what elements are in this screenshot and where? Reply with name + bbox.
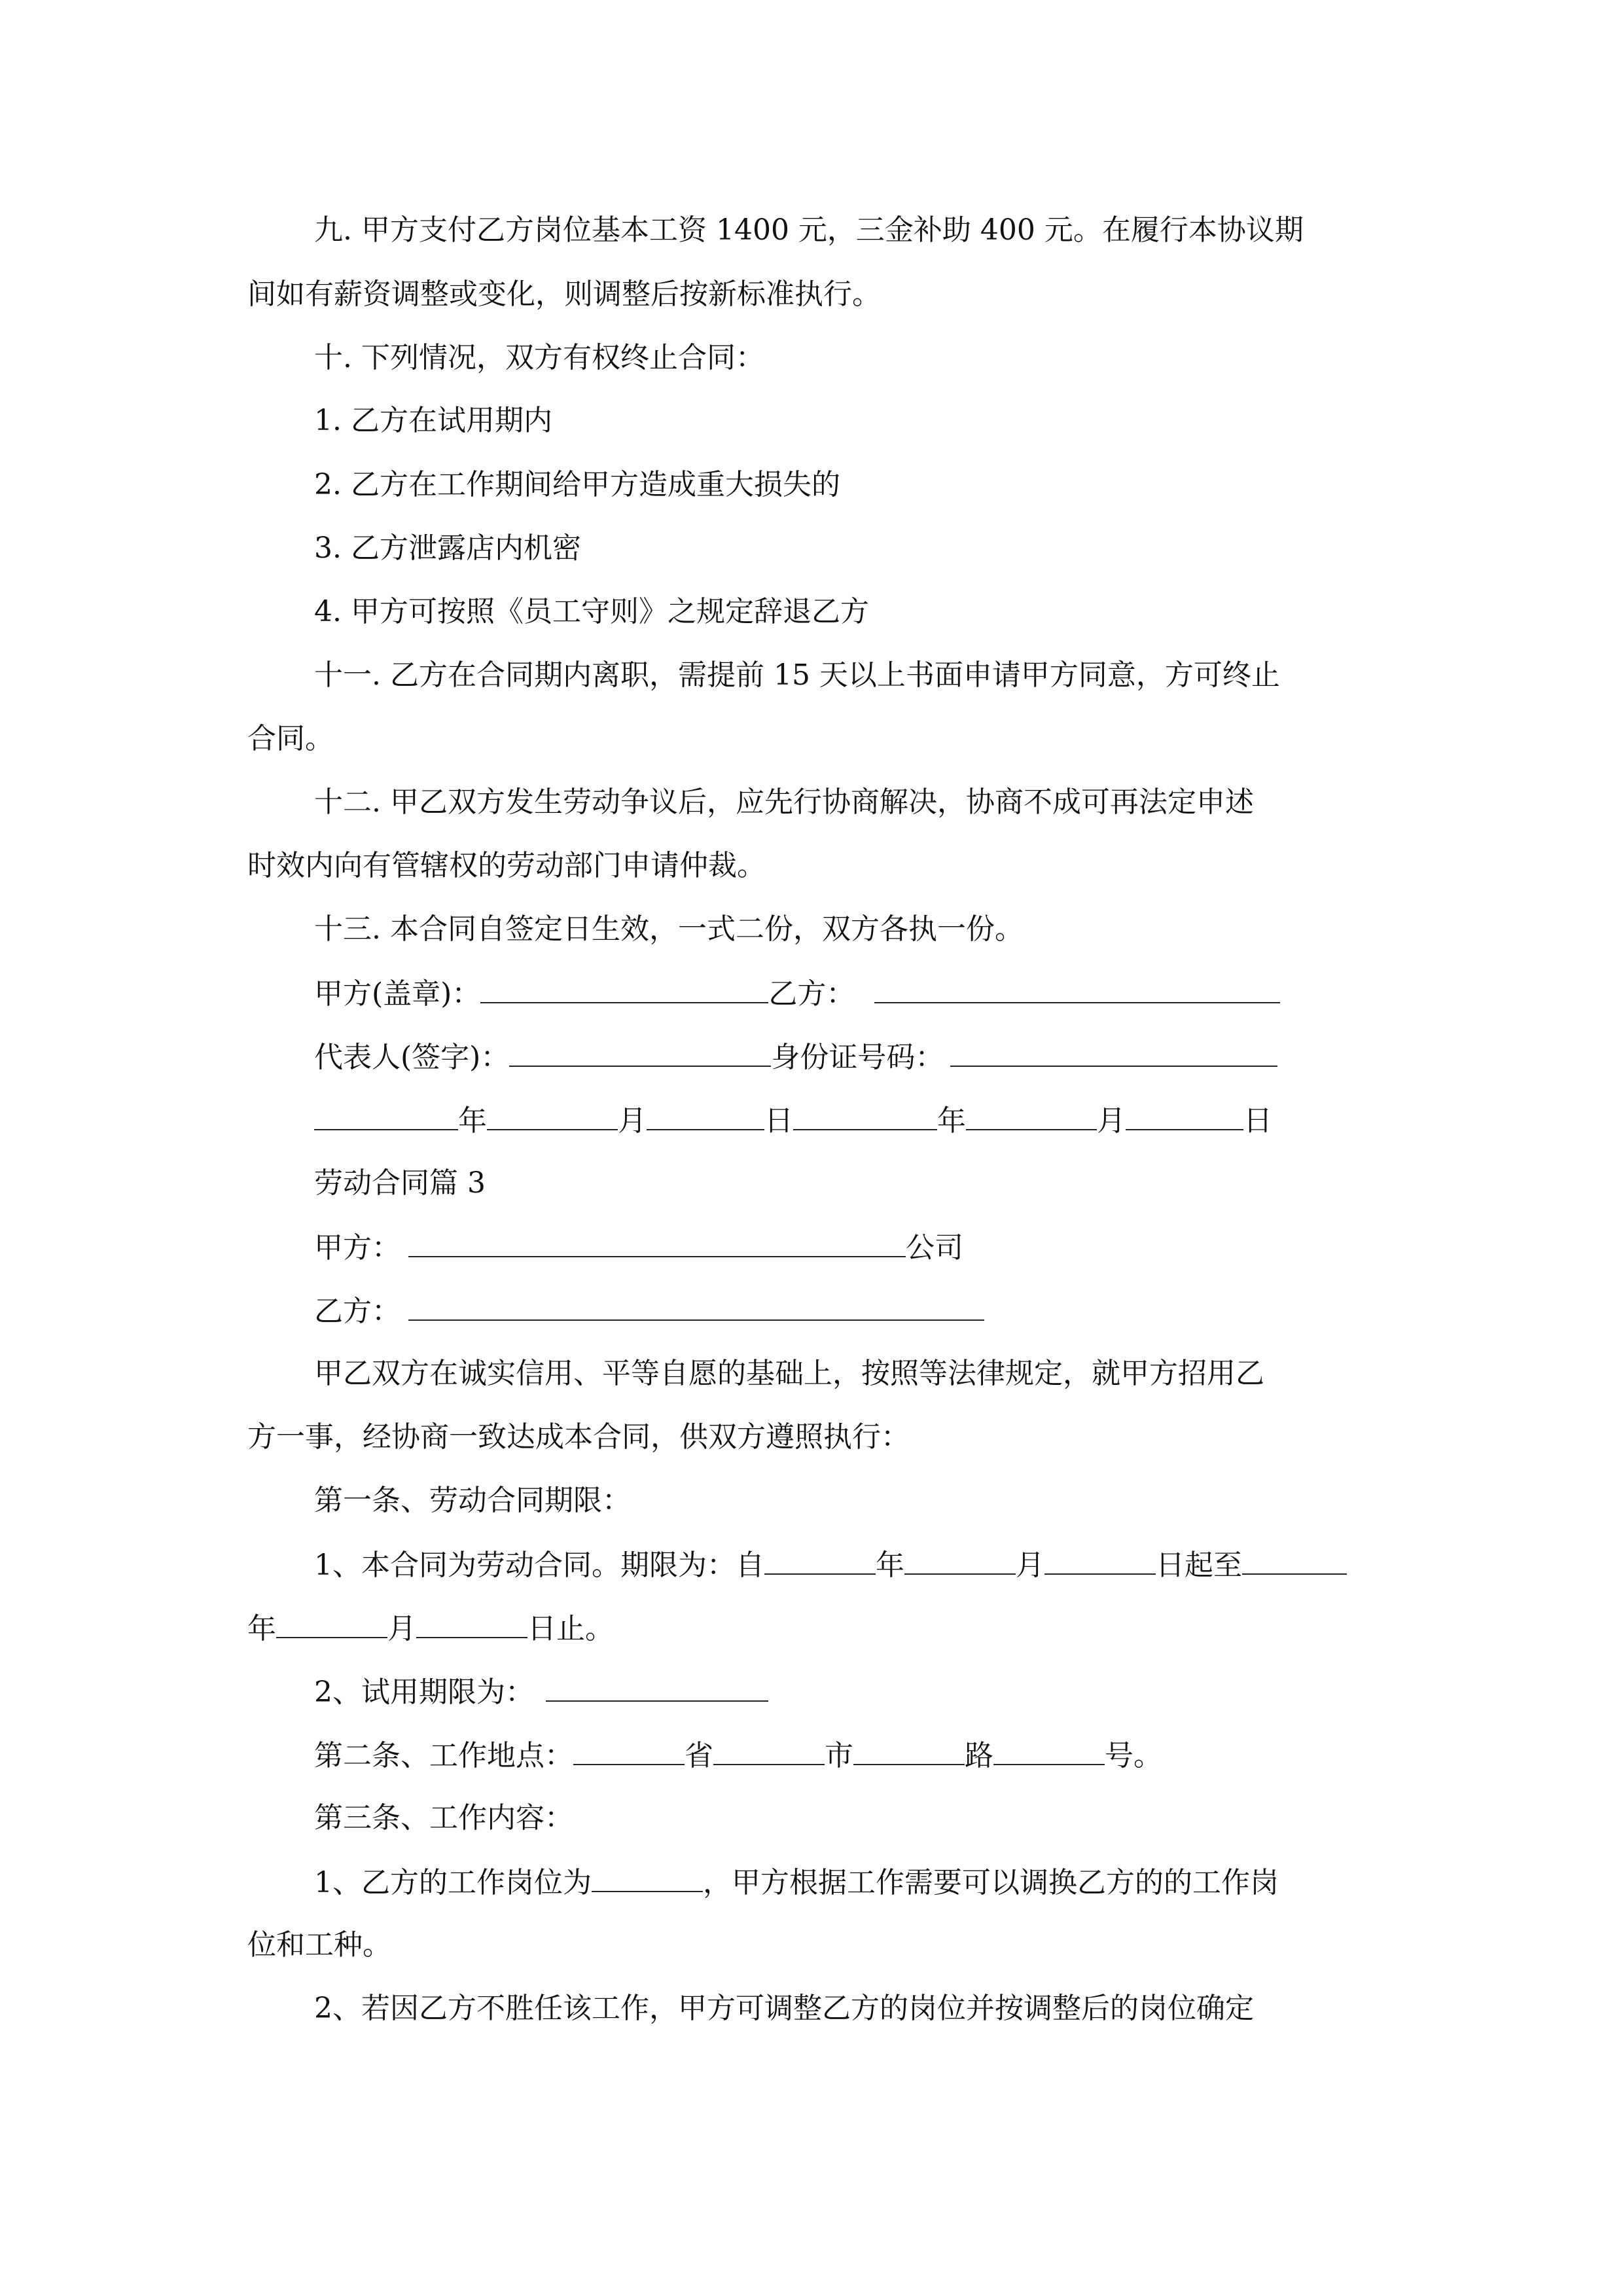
clause-9-line-2: 间如有薪资调整或变化，则调整后按新标准执行。 [247,278,881,311]
number-label: 号。 [1105,1739,1162,1772]
date-a-day-blank[interactable] [647,1100,764,1130]
year-label: 年 [247,1612,276,1645]
signature-row-date [314,1100,1272,1139]
party-a-company-blank[interactable] [408,1227,906,1257]
article-3-item-1 [314,1862,1279,1901]
year-label: 年 [876,1549,904,1582]
probation-label: 2、试用期限为： [314,1676,534,1709]
year-label: 年 [937,1104,966,1138]
id-number-label: 身份证号码： [771,1041,944,1074]
section-3-title: 劳动合同篇 3 [314,1166,486,1200]
clause-11-line-2: 合同。 [247,722,334,755]
party-b-name-blank[interactable] [408,1291,984,1321]
article-3-item-1-cont: 位和工种。 [247,1928,391,1962]
province-label: 省 [685,1739,713,1772]
clause-11-line-1: 十一. 乙方在合同期内离职，需提前 15 天以上书面申请甲方同意，方可终止 [314,658,1280,692]
clause-10-item: 4. 甲方可按照《员工守则》之规定辞退乙方 [314,595,869,628]
month-label: 月 [1097,1104,1126,1138]
representative-blank[interactable] [509,1037,771,1067]
road-label: 路 [965,1739,993,1772]
section-3-party-b [314,1291,984,1330]
position-blank[interactable] [592,1862,703,1892]
city-blank[interactable] [713,1735,825,1765]
month-label: 月 [387,1612,416,1645]
term-end-month-blank[interactable] [276,1608,387,1638]
article-3-item-2: 2、若因乙方不胜任该工作，甲方可调整乙方的岗位并按调整后的岗位确定 [314,1992,1254,2025]
clause-13: 十三. 本合同自签定日生效，一式二份，双方各执一份。 [314,912,1024,946]
party-a-label: 甲方： [314,1231,401,1265]
article-1-item-1 [314,1545,1347,1584]
date-b-month-blank[interactable] [966,1100,1097,1130]
term-start-year-blank[interactable] [764,1545,876,1575]
number-blank[interactable] [993,1735,1105,1765]
term-end-year-blank[interactable] [1242,1545,1347,1575]
month-label: 月 [618,1104,647,1138]
article-2 [314,1735,1162,1774]
probation-blank[interactable] [546,1672,768,1702]
term-end-day-blank[interactable] [416,1608,527,1638]
article-3-title: 第三条、工作内容： [314,1801,573,1835]
party-a-seal-label: 甲方(盖章)： [314,977,481,1011]
representative-label: 代表人(签字)： [314,1041,510,1074]
article-1-item-2 [314,1672,768,1711]
day-label: 日 [764,1104,793,1138]
party-b-label: 乙方： [768,977,855,1011]
clause-10-item: 2. 乙方在工作期间给甲方造成重大损失的 [314,468,840,501]
signature-row-party [314,973,1280,1013]
work-location-label: 第二条、工作地点： [314,1739,573,1772]
intro-line-2: 方一事，经协商一致达成本合同，供双方遵照执行： [247,1420,910,1454]
clause-12-line-1: 十二. 甲乙双方发生劳动争议后，应先行协商解决，协商不成可再法定申述 [314,785,1254,819]
term-start-day-blank[interactable] [1044,1545,1156,1575]
signature-row-rep [314,1037,1277,1076]
clause-10-heading: 十. 下列情况，双方有权终止合同： [314,341,764,374]
date-a-year-blank[interactable] [314,1100,458,1130]
term-end-label: 日止。 [527,1612,614,1645]
city-label: 市 [825,1739,853,1772]
article-1-title: 第一条、劳动合同期限： [314,1484,631,1517]
intro-line-1: 甲乙双方在诚实信用、平等自愿的基础上，按照等法律规定，就甲方招用乙 [314,1357,1264,1390]
year-label: 年 [458,1104,487,1138]
province-blank[interactable] [573,1735,685,1765]
clause-9-line-1: 九. 甲方支付乙方岗位基本工资 1400 元，三金补助 400 元。在履行本协议期 [314,213,1304,247]
day-from-label: 日起至 [1156,1549,1242,1582]
day-label: 日 [1243,1104,1272,1138]
date-a-month-blank[interactable] [487,1100,618,1130]
term-start-month-blank[interactable] [904,1545,1016,1575]
date-b-year-blank[interactable] [793,1100,937,1130]
clause-10-item: 1. 乙方在试用期内 [314,404,552,437]
clause-12-line-2: 时效内向有管辖权的劳动部门申请仲裁。 [247,849,766,882]
section-3-party-a [314,1227,963,1266]
term-label: 1、本合同为劳动合同。期限为：自 [314,1549,764,1582]
article-1-item-1-cont [247,1608,614,1647]
date-b-day-blank[interactable] [1126,1100,1243,1130]
road-blank[interactable] [853,1735,965,1765]
party-b-blank[interactable] [874,973,1280,1003]
clause-10-item: 3. 乙方泄露店内机密 [314,531,581,565]
party-a-seal-blank[interactable] [480,973,768,1003]
company-suffix: 公司 [906,1231,963,1265]
position-label: 1、乙方的工作岗位为 [314,1866,592,1899]
party-b-label: 乙方： [314,1295,401,1328]
id-number-blank[interactable] [950,1037,1277,1067]
position-text: ，甲方根据工作需要可以调换乙方的的工作岗 [703,1866,1279,1899]
month-label: 月 [1016,1549,1044,1582]
